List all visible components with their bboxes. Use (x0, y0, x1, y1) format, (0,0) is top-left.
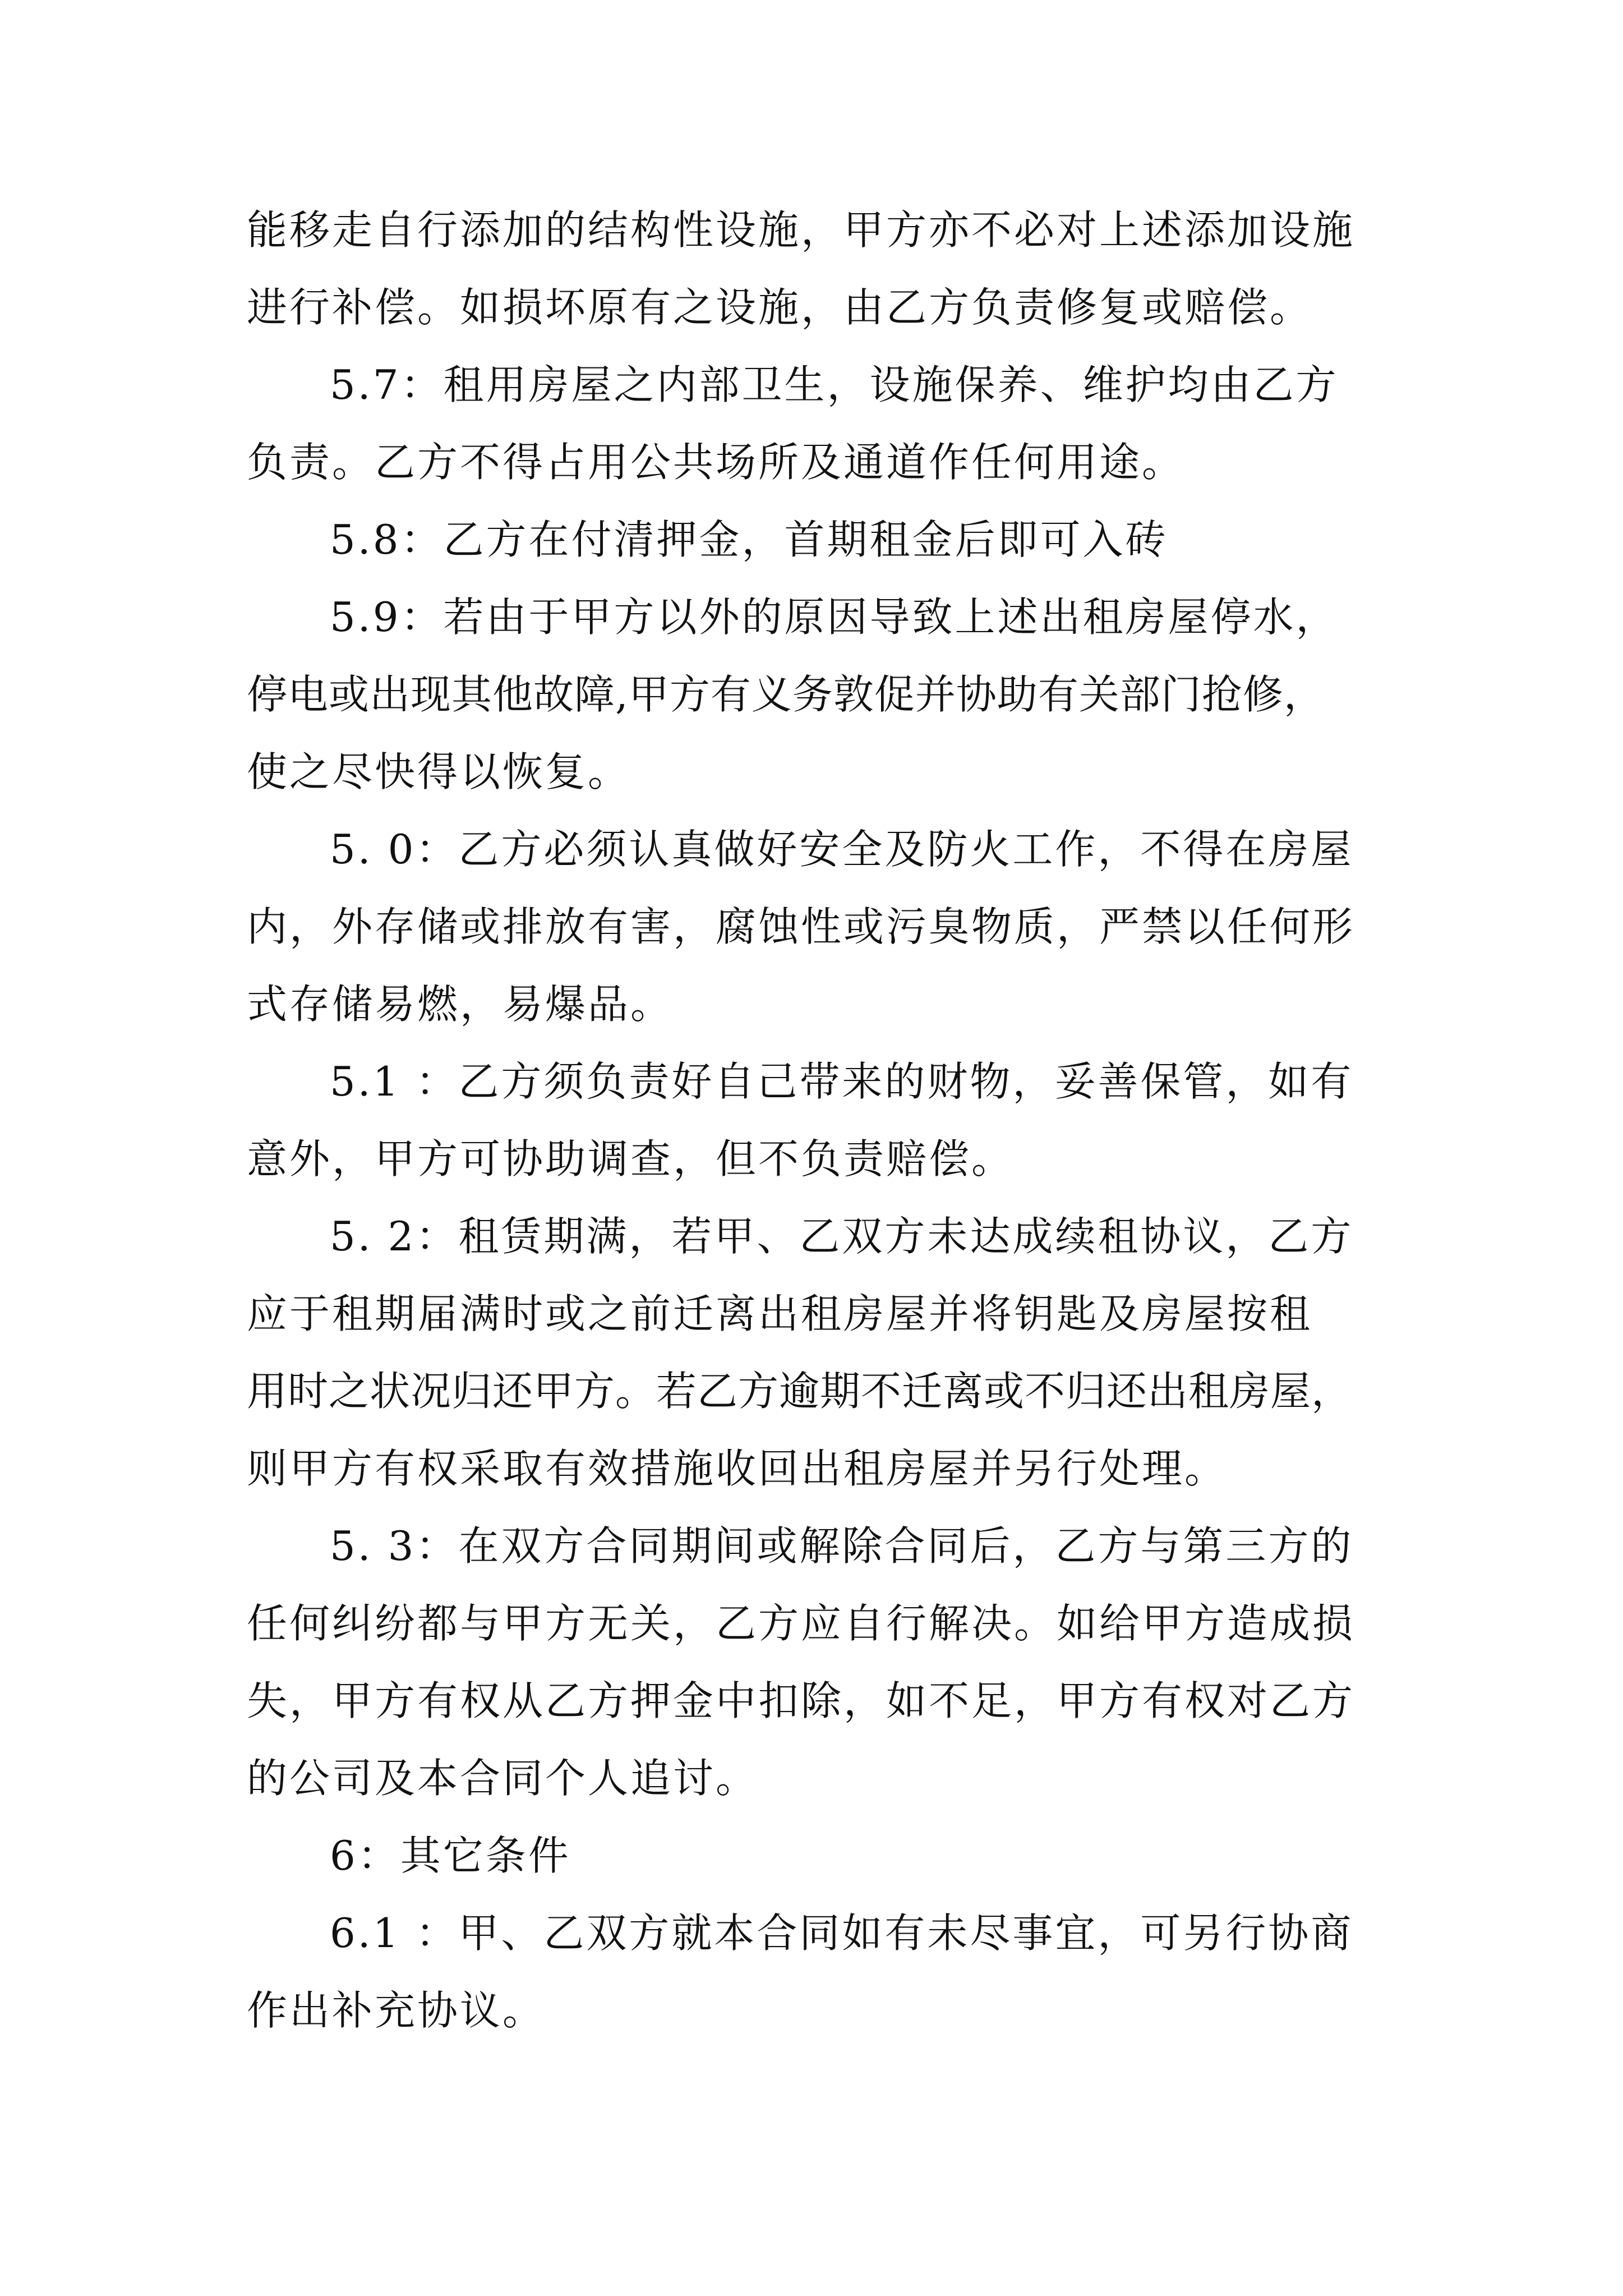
text-line-4: 负责。乙方不得占用公共场所及通道作任何用途。 (247, 439, 1185, 486)
text-line-17: 则甲方有权采取有效措施收回出租房屋并另行处理。 (247, 1445, 1228, 1492)
text-line-19: 任何纠纷都与甲方无关，乙方应自行解决。如给甲方造成损 (247, 1600, 1355, 1647)
text-line-13: 意外，甲方可协助调查，但不负责赔偿。 (247, 1135, 1015, 1182)
clause-6-1: 6.1 ：甲、乙双方就本合同如有未尽事宜，可另行协商 (330, 1910, 1354, 1957)
clause-5-8: 5.8：乙方在付清押金，首期租金后即可入砖 (330, 516, 1168, 563)
text-line-20: 失，甲方有权从乙方押金中扣除，如不足，甲方有权对乙方 (247, 1677, 1355, 1724)
clause-5-9: 5.9：若由于甲方以外的原因导致上述出租房屋停水， (330, 593, 1339, 641)
clause-5-12: 5. 2：租赁期满，若甲、乙双方未达成续租协议，乙方 (330, 1213, 1354, 1260)
text-line-1: 能移走自行添加的结构性设施，甲方亦不必对上述添加设施 (247, 206, 1355, 254)
text-line-2: 进行补偿。如损坏原有之设施，由乙方负责修复或赔偿。 (247, 284, 1313, 331)
clause-5-10: 5. 0：乙方必须认真做好安全及防火工作，不得在房屋 (330, 826, 1354, 873)
text-line-16: 用时之状况归还甲方。若乙方逾期不迁离或不归还出租房屋， (247, 1368, 1353, 1415)
clause-5-13: 5. 3：在双方合同期间或解除合同后，乙方与第三方的 (330, 1522, 1354, 1570)
section-6-heading: 6：其它条件 (330, 1832, 571, 1879)
text-line-10: 内，外存储或排放有害，腐蚀性或污臭物质，严禁以任何形 (247, 903, 1355, 950)
text-line-7: 停电或出现其他故障,甲方有义务敦促并协助有关部门抢修， (247, 671, 1325, 718)
text-line-21: 的公司及本合同个人追讨。 (247, 1755, 759, 1802)
text-line-11: 式存储易燃，易爆品。 (247, 981, 674, 1028)
clause-5-7: 5.7：租用房屋之内部卫生，设施保养、维护均由乙方 (330, 361, 1339, 408)
text-line-15: 应于租期届满时或之前迁离出租房屋并将钥匙及房屋按租 (247, 1290, 1313, 1337)
text-line-24: 作出补充协议。 (247, 1987, 546, 2034)
clause-5-11: 5.1 ：乙方须负责好自己带来的财物，妥善保管，如有 (330, 1058, 1354, 1105)
text-line-8: 使之尽快得以恢复。 (247, 748, 631, 795)
